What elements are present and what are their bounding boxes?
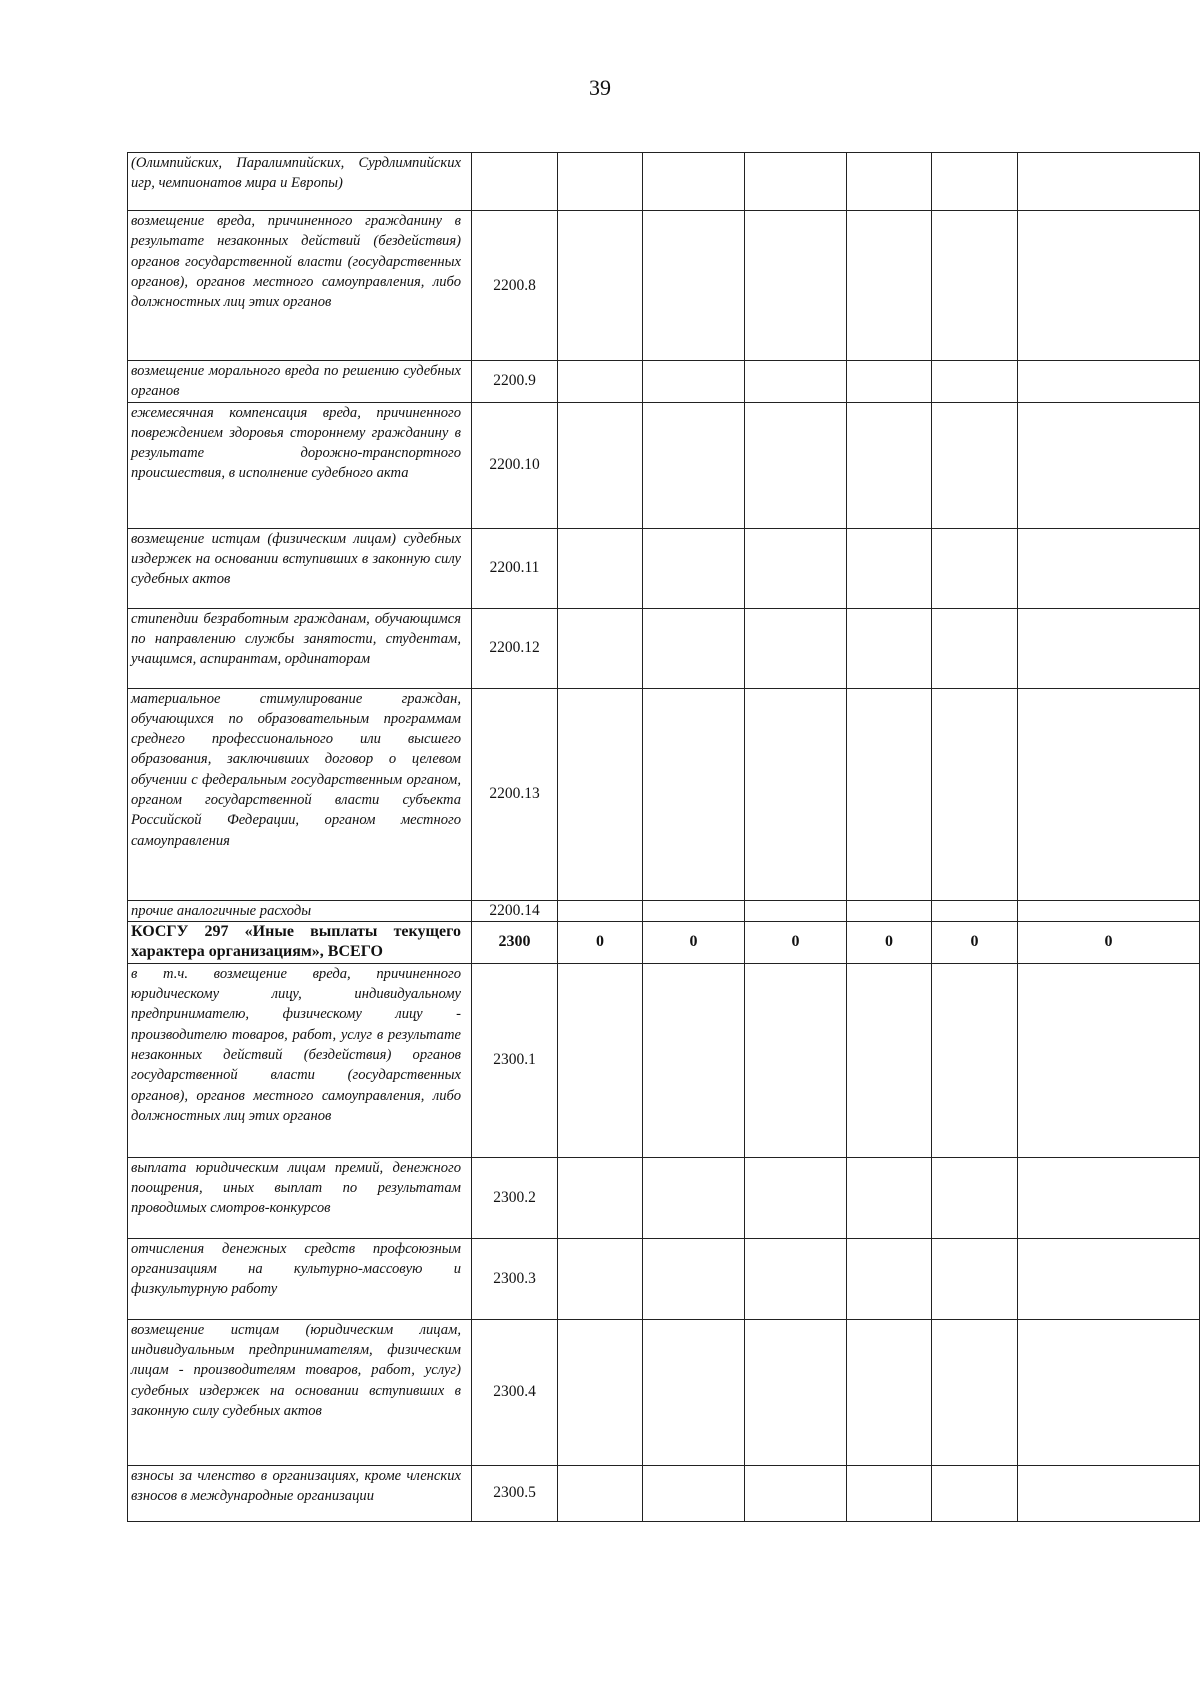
value-cell (745, 1465, 847, 1521)
value-cell (932, 608, 1018, 688)
row-code: 2300.3 (472, 1238, 558, 1319)
value-cell (932, 153, 1018, 211)
value-cell (558, 1465, 643, 1521)
value-cell (745, 1319, 847, 1465)
value-cell (643, 361, 745, 403)
value-cell (745, 153, 847, 211)
value-cell (932, 1238, 1018, 1319)
value-cell (745, 900, 847, 921)
value-cell (643, 1465, 745, 1521)
value-cell (558, 211, 643, 361)
value-cell (558, 608, 643, 688)
row-description: (Олимпийских, Паралимпийских, Сурдлимпийских игр, чемпионатов мира и Европы) (128, 153, 472, 211)
value-cell (1018, 1157, 1200, 1238)
value-cell (558, 361, 643, 403)
value-cell (643, 963, 745, 1157)
value-cell (847, 688, 932, 900)
value-cell (558, 688, 643, 900)
table-row (128, 1319, 1200, 1465)
value-cell (643, 1319, 745, 1465)
row-code: 2200.8 (472, 211, 558, 361)
value-cell (932, 1319, 1018, 1465)
row-description: прочие аналогичные расходы (128, 900, 472, 921)
value-cell (643, 528, 745, 608)
value-cell (745, 211, 847, 361)
table-row (128, 153, 1200, 211)
value-cell (932, 361, 1018, 403)
value-cell: 0 (847, 921, 932, 963)
value-cell (558, 963, 643, 1157)
value-cell (932, 402, 1018, 528)
value-cell (1018, 1465, 1200, 1521)
row-description: стипендии безработным гражданам, обучающимся по направлению службы занятости, студентам, учащимся, аспирантам, ординаторам (128, 608, 472, 688)
table-row (128, 1238, 1200, 1319)
row-code: 2300.2 (472, 1157, 558, 1238)
row-description: материальное стимулирование граждан, обучающихся по образовательным программам среднего профессионального или высшего образования, заключивших договор о целевом обучении с федеральным государственным органом, органом государственной власти субъекта Российской Федерации, органом местного самоуправления (128, 688, 472, 900)
value-cell (643, 402, 745, 528)
value-cell (558, 1319, 643, 1465)
row-description: КОСГУ 297 «Иные выплаты текущего характера организациям», ВСЕГО (128, 921, 472, 963)
value-cell (745, 1157, 847, 1238)
value-cell (847, 211, 932, 361)
value-cell (1018, 1319, 1200, 1465)
value-cell (847, 528, 932, 608)
value-cell (745, 361, 847, 403)
value-cell (558, 528, 643, 608)
row-description: возмещение истцам (физическим лицам) судебных издержек на основании вступивших в законную силу судебных актов (128, 528, 472, 608)
value-cell (643, 153, 745, 211)
value-cell (847, 1157, 932, 1238)
value-cell (847, 1319, 932, 1465)
value-cell (847, 1465, 932, 1521)
row-code: 2200.14 (472, 900, 558, 921)
value-cell (1018, 528, 1200, 608)
row-code: 2300.4 (472, 1319, 558, 1465)
value-cell (1018, 153, 1200, 211)
table-row (128, 1465, 1200, 1521)
value-cell: 0 (558, 921, 643, 963)
value-cell (745, 963, 847, 1157)
value-cell (643, 1157, 745, 1238)
table-row (128, 900, 1200, 921)
value-cell (1018, 361, 1200, 403)
value-cell (1018, 402, 1200, 528)
value-cell (558, 1157, 643, 1238)
row-code: 2200.9 (472, 361, 558, 403)
value-cell (1018, 963, 1200, 1157)
row-code: 2300.1 (472, 963, 558, 1157)
table-row (128, 528, 1200, 608)
table-row (128, 963, 1200, 1157)
value-cell (643, 900, 745, 921)
page-number: 39 (589, 75, 611, 100)
row-description: отчисления денежных средств профсоюзным организациям на культурно-массовую и физкультурную работу (128, 1238, 472, 1319)
value-cell (847, 1238, 932, 1319)
value-cell (643, 688, 745, 900)
table-row (128, 361, 1200, 403)
value-cell (1018, 900, 1200, 921)
value-cell (932, 1157, 1018, 1238)
value-cell (847, 963, 932, 1157)
value-cell (932, 1465, 1018, 1521)
table-row (128, 688, 1200, 900)
row-description: ежемесячная компенсация вреда, причиненного повреждением здоровья стороннему гражданину в результате дорожно-транспортного происшествия, в исполнение судебного акта (128, 402, 472, 528)
value-cell (847, 900, 932, 921)
row-code (472, 153, 558, 211)
value-cell (643, 1238, 745, 1319)
row-description: возмещение морального вреда по решению судебных органов (128, 361, 472, 403)
value-cell (847, 153, 932, 211)
row-code: 2200.13 (472, 688, 558, 900)
row-description: в т.ч. возмещение вреда, причиненного юридическому лицу, индивидуальному предпринимателю, физическому лицу - производителю товаров, работ, услуг в результате незаконных действий (бездействия) органов государственной власти (государственных органов), органов местного самоуправления, либо должностных лиц этих органов (128, 963, 472, 1157)
row-code: 2200.11 (472, 528, 558, 608)
value-cell (558, 1238, 643, 1319)
row-code: 2200.10 (472, 402, 558, 528)
row-description: взносы за членство в организациях, кроме членских взносов в международные организации (128, 1465, 472, 1521)
table-row (128, 402, 1200, 528)
row-description: возмещение истцам (юридическим лицам, индивидуальным предпринимателям, физическим лицам - производителям товаров, работ, услуг) судебных издержек на основании вступивших в законную силу судебных актов (128, 1319, 472, 1465)
row-code: 2300 (472, 921, 558, 963)
value-cell (847, 402, 932, 528)
value-cell (643, 211, 745, 361)
table-row (128, 608, 1200, 688)
value-cell (932, 211, 1018, 361)
row-description: выплата юридическим лицам премий, денежного поощрения, иных выплат по результатам проводимых смотров-конкурсов (128, 1157, 472, 1238)
value-cell (1018, 211, 1200, 361)
total-row (128, 921, 1200, 963)
value-cell (558, 402, 643, 528)
row-code: 2300.5 (472, 1465, 558, 1521)
expense-table (127, 152, 1200, 1522)
value-cell (932, 963, 1018, 1157)
value-cell (745, 608, 847, 688)
value-cell: 0 (745, 921, 847, 963)
value-cell (558, 900, 643, 921)
value-cell (745, 402, 847, 528)
value-cell (558, 153, 643, 211)
value-cell (1018, 608, 1200, 688)
value-cell: 0 (643, 921, 745, 963)
row-description: возмещение вреда, причиненного гражданину в результате незаконных действий (бездействия) органов государственной власти (государственных органов), органов местного самоуправления, либо должностных лиц этих органов (128, 211, 472, 361)
value-cell: 0 (932, 921, 1018, 963)
value-cell (932, 900, 1018, 921)
value-cell (1018, 1238, 1200, 1319)
value-cell (932, 528, 1018, 608)
value-cell (745, 528, 847, 608)
value-cell (847, 361, 932, 403)
value-cell (932, 688, 1018, 900)
value-cell (643, 608, 745, 688)
table-row (128, 1157, 1200, 1238)
row-code: 2200.12 (472, 608, 558, 688)
value-cell (1018, 688, 1200, 900)
value-cell: 0 (1018, 921, 1200, 963)
table-row (128, 211, 1200, 361)
value-cell (745, 1238, 847, 1319)
value-cell (745, 688, 847, 900)
value-cell (847, 608, 932, 688)
